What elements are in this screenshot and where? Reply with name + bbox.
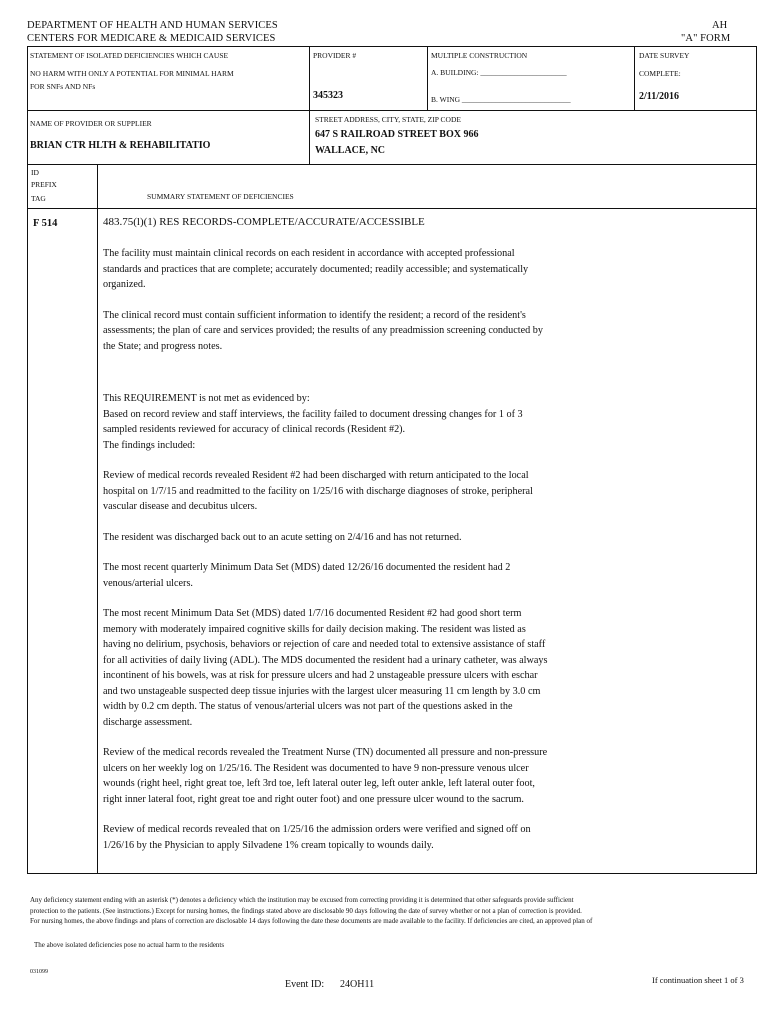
tag-label: TAG — [31, 194, 46, 203]
text-line: incontinent of his bowels, was at risk for pressure ulcers and had 2 unstageable pressure ulcers with eschar — [103, 670, 538, 681]
text-line: right inner lateral foot, right great toe and right outer foot) and one pressure ulcer wound to the sacrum. — [103, 793, 524, 805]
divider-date — [634, 46, 635, 110]
multiple-construction-label: MULTIPLE CONSTRUCTION — [431, 51, 528, 60]
text-line: for all activities of daily living (ADL). The MDS documented the resident had a urinary catheter, was always — [103, 654, 548, 666]
paragraph-discharged-back — [103, 530, 753, 546]
event-id-label: Event ID: — [285, 979, 325, 990]
paragraph-discharge-review — [103, 468, 753, 515]
row2-bottom — [27, 164, 757, 165]
paragraph-treatment-nurse — [103, 745, 753, 807]
text-line: wounds (right heel, right great toe, left 3rd toe, left lateral outer leg, left outer ankle, left lateral outer foot, — [103, 778, 535, 789]
text-line: sampled residents reviewed for accuracy of clinical records (Resident #2). — [103, 424, 406, 435]
paragraph-recent-mds — [103, 606, 753, 730]
department-title: DEPARTMENT OF HEALTH AND HUMAN SERVICES — [27, 20, 278, 31]
text-line: memory with moderately impaired cognitive skills for daily decision making. The resident was listed as — [103, 623, 526, 635]
form-name: "A" FORM — [681, 33, 731, 44]
text-line: vascular disease and decubitus ulcers. — [103, 501, 258, 512]
survey-date: 2/11/2016 — [639, 91, 680, 102]
divider-provider — [309, 46, 310, 164]
deficiency-tag: F 514 — [33, 218, 58, 229]
complete-label: COMPLETE: — [639, 69, 681, 78]
text-line: standards and practices that are complete; accurately documented; readily accessible; and systematically — [103, 263, 529, 275]
disclaimer — [30, 895, 750, 927]
isolated-deficiencies-note: The above isolated deficiencies pose no actual harm to the residents — [34, 941, 225, 949]
text-line: the State; and progress notes. — [103, 340, 223, 352]
disclaimer-line: For nursing homes, the above findings and plans of correction are disclosable 14 days following the date these documents are made available to the facility. If deficiencies are cited, an approved plan of — [30, 917, 593, 925]
paragraph-standards — [103, 246, 753, 293]
wing-field: B. WING _____________________________ — [431, 95, 571, 104]
paragraph-requirement — [103, 391, 753, 453]
form-bottom-border — [27, 873, 757, 874]
building-field: A. BUILDING: _______________________ — [431, 68, 567, 77]
text-line: 1/26/16 by the Physician to apply Silvadene 1% cream topically to wounds daily. — [103, 839, 434, 851]
text-line: Review of medical records revealed that on 1/25/16 the admission orders were verified and signed off on — [103, 824, 531, 835]
paragraph-quarterly-mds — [103, 560, 753, 591]
paragraph-clinical-record — [103, 308, 753, 355]
text-line: having no delirium, psychosis, behaviors or rejection of care and needed total to extensive assistance of staff — [103, 639, 546, 650]
address-line-1: 647 S RAILROAD STREET BOX 966 — [315, 129, 479, 140]
statement-line-2: NO HARM WITH ONLY A POTENTIAL FOR MINIMAL HARM — [30, 69, 234, 78]
prefix-label: PREFIX — [31, 180, 57, 189]
form-right-border — [756, 46, 757, 874]
event-id-value: 24OH11 — [340, 979, 375, 990]
text-line: The clinical record must contain sufficient information to identify the resident; a record of the resident's — [103, 309, 526, 321]
deficiency-body — [103, 246, 753, 853]
text-line: The resident was discharged back out to an acute setting on 2/4/16 and has not returned. — [103, 531, 462, 543]
summary-header: SUMMARY STATEMENT OF DEFICIENCIES — [147, 192, 294, 201]
text-line: organized. — [103, 279, 146, 290]
text-line: The findings included: — [103, 439, 196, 451]
address-line-2: WALLACE, NC — [315, 145, 386, 156]
text-line: ulcers on her weekly log on 1/25/16. The Resident was documented to have 9 non-pressure venous ulcer — [103, 762, 529, 774]
form-code: AH — [712, 20, 728, 31]
deficiency-title: 483.75(l)(1) RES RECORDS-COMPLETE/ACCURATE/ACCESSIBLE — [103, 216, 425, 228]
text-line: hospital on 1/7/15 and readmitted to the facility on 1/25/16 with discharge diagnoses of stroke, peripheral — [103, 485, 533, 497]
provider-name: BRIAN CTR HLTH & REHABILITATIO — [30, 140, 211, 151]
address-label: STREET ADDRESS, CITY, STATE, ZIP CODE — [315, 115, 461, 124]
row3-bottom — [27, 208, 757, 209]
disclaimer-line: protection to the patients. (See instructions.) Except for nursing homes, the findings stated above are disclosable 90 days following the date of survey whether or not a plan of correction is provided. — [30, 906, 582, 915]
id-label: ID — [31, 168, 39, 177]
text-line: Review of medical records revealed Resident #2 had been discharged with return anticipated to the local — [103, 470, 529, 481]
disclaimer-line: Any deficiency statement ending with an asterisk (*) denotes a deficiency which the institution may be excused from correcting providing it is determined that other safeguards provide sufficient — [30, 896, 574, 904]
text-line: The most recent Minimum Data Set (MDS) dated 1/7/16 documented Resident #2 had good short term — [103, 608, 522, 619]
provider-number: 345323 — [313, 90, 343, 101]
text-line: The facility must maintain clinical records on each resident in accordance with accepted professional — [103, 248, 515, 259]
id-column-divider — [97, 164, 98, 874]
date-survey-label: DATE SURVEY — [639, 51, 690, 60]
statement-line-1: STATEMENT OF ISOLATED DEFICIENCIES WHICH CAUSE — [30, 51, 229, 60]
text-line: assessments; the plan of care and services provided; the results of any preadmission screening conducted by — [103, 325, 543, 336]
statement-line-3: FOR SNFs AND NFs — [30, 82, 96, 91]
text-line: and two unstageable suspected deep tissue injuries with the largest ulcer measuring 11 cm length by 3.0 cm — [103, 685, 541, 697]
text-line: width by 0.2 cm depth. The status of venous/arterial ulcers was not part of the questions asked in the — [103, 701, 513, 712]
text-line: This REQUIREMENT is not met as evidenced by: — [103, 393, 310, 404]
form-left-border — [27, 46, 28, 874]
text-line: Review of the medical records revealed the Treatment Nurse (TN) documented all pressure and non-pressure — [103, 747, 548, 758]
row1-bottom — [27, 110, 757, 111]
text-line: venous/arterial ulcers. — [103, 577, 193, 589]
provider-name-label: NAME OF PROVIDER OR SUPPLIER — [30, 119, 152, 128]
provider-label: PROVIDER # — [313, 51, 357, 60]
divider-construction — [427, 46, 428, 110]
text-line: discharge assessment. — [103, 716, 193, 728]
paragraph-admission-orders — [103, 822, 753, 853]
continuation-sheet: If continuation sheet 1 of 3 — [652, 975, 744, 985]
text-line: The most recent quarterly Minimum Data Set (MDS) dated 12/26/16 documented the resident had 2 — [103, 562, 511, 573]
text-line: Based on record review and staff interviews, the facility failed to document dressing changes for 1 of 3 — [103, 408, 523, 420]
form-number: 031099 — [30, 969, 48, 975]
centers-title: CENTERS FOR MEDICARE & MEDICAID SERVICES — [27, 33, 276, 44]
form-top-border — [27, 46, 757, 47]
